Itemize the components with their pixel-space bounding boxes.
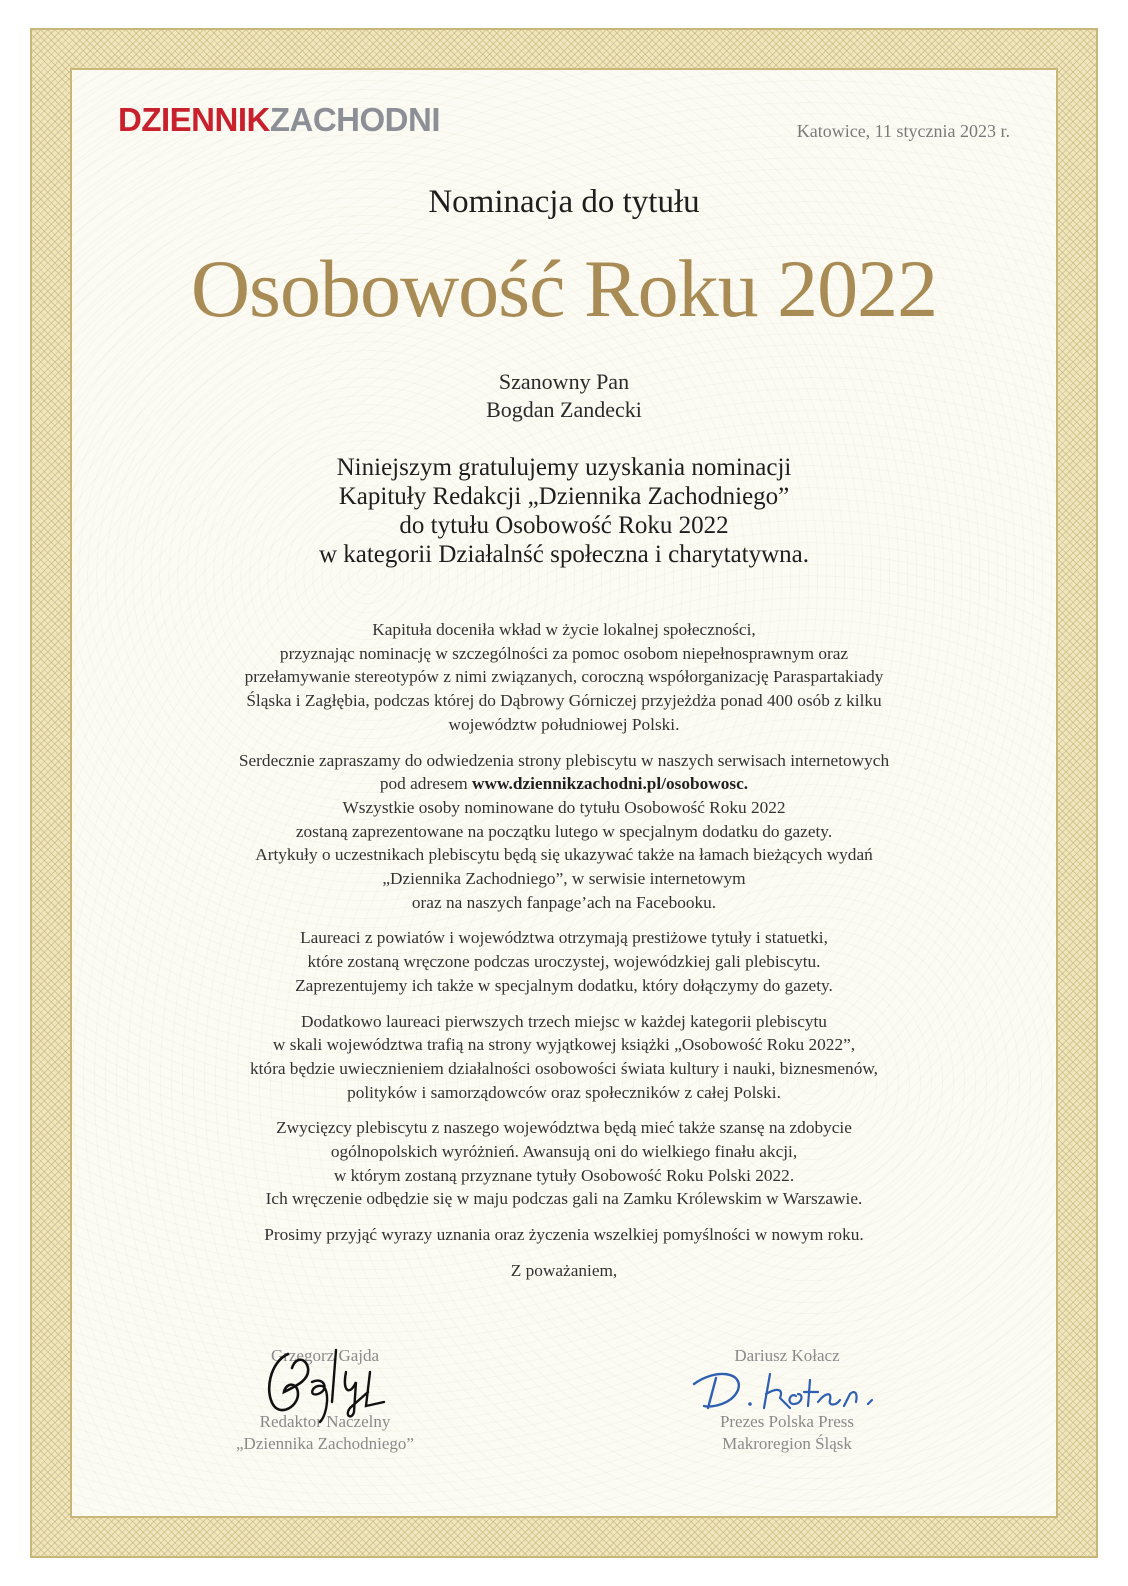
signatory-name: Dariusz Kołacz	[734, 1346, 840, 1365]
body-line: „Dziennika Zachodniego”, w serwisie internetowym	[382, 869, 746, 889]
body-line: Zwycięzcy plebiscytu z naszego województwa będą mieć także szansę na zdobycie	[276, 1118, 852, 1138]
letter-date: Katowice, 11 stycznia 2023 r.	[796, 121, 1010, 141]
body-line: w skali województwa trafią na strony wyjątkowej książki „Osobowość Roku 2022”,	[272, 1035, 856, 1055]
body-line	[100, 772, 1028, 796]
body-line: oraz na naszych fanpage’ach na Facebooku.	[411, 892, 717, 912]
congrats-line: w kategorii Działalnść społeczna i charytatywna.	[318, 541, 810, 568]
recipient-name: Bogdan Zandecki	[486, 397, 642, 422]
congrats-line: do tytułu Osobowość Roku 2022	[399, 512, 729, 539]
body-line: Kapituła doceniła wkład w życie lokalnej społeczności,	[372, 620, 756, 639]
body-line: przyznając nominację w szczególności za pomoc osobom niepełnosprawnym oraz	[279, 643, 849, 663]
body-line: które zostaną wręczone podczas uroczystej, wojewódzkiej gali plebiscytu.	[307, 952, 821, 972]
body-line: ogólnopolskich wyróżnień. Awansują oni do wielkiego finału akcji,	[330, 1142, 798, 1162]
body-line: Artykuły o uczestnikach plebiscytu będą się ukazywać także na łamach bieżących wydań	[255, 845, 873, 865]
handwritten-signature-kolacz	[686, 1362, 896, 1414]
paragraph-national-final	[100, 1116, 1028, 1211]
body-line: w którym zostaną przyznane tytuły Osobowość Roku Polski 2022.	[333, 1165, 795, 1185]
salutation: Szanowny Pan	[498, 369, 630, 394]
logo-part-zachodni: ZACHODNI	[269, 101, 440, 138]
congratulations-statement	[100, 453, 1028, 569]
award-title: Osobowość Roku 2022	[190, 243, 938, 334]
body-line: Laureaci z powiatów i województwa otrzymają prestiżowe tytuły i statuetki,	[300, 928, 828, 948]
body-line: województw południowej Polski.	[448, 714, 680, 734]
signatory-role: Prezes Polska Press	[719, 1412, 855, 1431]
body-line: Śląska i Zagłębia, podczas której do Dąbrowy Górniczej przyjeżdża ponad 400 osób z kilku	[246, 691, 882, 711]
body-line: Serdecznie zapraszamy do odwiedzenia strony plebiscytu w naszych serwisach internetowych	[238, 750, 890, 770]
plebiscite-url-link[interactable]: www.dziennikzachodni.pl/osobowosc.	[472, 774, 749, 794]
congrats-line: Kapituły Redakcji „Dziennika Zachodniego”	[338, 483, 790, 510]
letter-body	[100, 618, 1028, 1283]
body-line: zostaną zaprezentowane na początku lutego w specjalnym dodatku do gazety.	[295, 821, 833, 841]
body-line: polityków i samorządowców oraz społeczników z całej Polski.	[347, 1082, 781, 1102]
nomination-heading: Nominacja do tytułu	[428, 184, 700, 220]
paragraph-invitation	[100, 749, 1028, 915]
body-line: Dodatkowo laureaci pierwszych trzech miejsc w każdej kategorii plebiscytu	[301, 1011, 827, 1031]
handwritten-signature-gajda	[258, 1342, 398, 1424]
signatory-role: Redaktor Naczelny	[259, 1412, 391, 1431]
congrats-line: Niniejszym gratulujemy uzyskania nominacji	[336, 454, 792, 481]
signatory-role: Makroregion Śląsk	[722, 1434, 852, 1453]
signatory-name: Grzegorz Gajda	[270, 1346, 380, 1365]
body-line: Wszystkie osoby nominowane do tytułu Osobowość Roku 2022	[342, 797, 786, 817]
paragraph-wishes: Prosimy przyjąć wyrazy uznania oraz życzenia wszelkiej pomyślności w nowym roku.	[264, 1225, 864, 1245]
paragraph-justification	[100, 618, 1028, 737]
body-line: Zaprezentujemy ich także w specjalnym dodatku, który dołączymy do gazety.	[295, 975, 833, 995]
url-prefix: pod adresem	[379, 774, 473, 794]
dziennik-zachodni-logo	[118, 103, 440, 136]
paragraph-book	[100, 1010, 1028, 1105]
signatory-role: „Dziennika Zachodniego”	[236, 1434, 414, 1453]
body-line: Ich wręczenie odbędzie się w maju podczas gali na Zamku Królewskim w Warszawie.	[265, 1189, 863, 1209]
logo-part-dziennik: DZIENNIK	[118, 101, 270, 138]
closing-phrase: Z poważaniem,	[510, 1260, 618, 1280]
paragraph-laureates	[100, 926, 1028, 997]
body-line: przełamywanie stereotypów z nimi związanych, coroczną współorganizację Paraspartakiady	[244, 667, 884, 687]
body-line: która będzie uwiecznieniem działalności osobowości świata kultury i nauki, biznesmenów,	[249, 1058, 879, 1078]
recipient-block	[100, 368, 1028, 424]
